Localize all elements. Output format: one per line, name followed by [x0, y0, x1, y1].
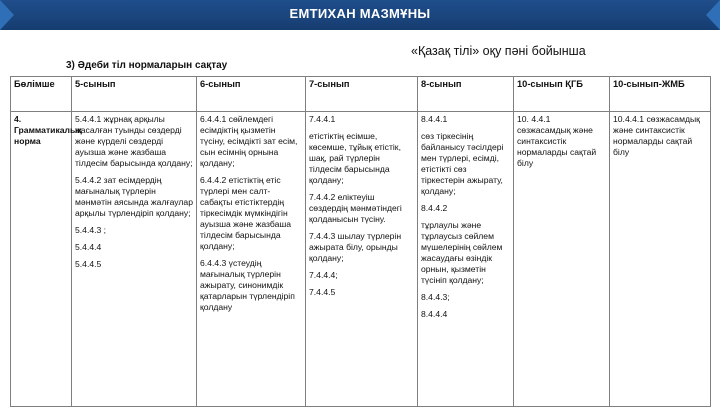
grade-10-kgb-cell: [514, 112, 610, 407]
column-header: 5-сынып: [72, 77, 197, 112]
objective-text: 5.4.4.4: [75, 242, 102, 252]
section-label: 3) Әдеби тіл нормаларын сақтау: [66, 60, 228, 71]
objective-text: 7.4.4.4;: [309, 270, 338, 280]
subject-heading: «Қазақ тілі» оқу пәні бойынша: [411, 44, 586, 58]
content-table: [10, 76, 711, 407]
objective-text: 5.4.4.3 ;: [75, 225, 107, 235]
objective-text: 8.4.4.2: [421, 203, 448, 213]
column-header: Бөлімше: [11, 77, 72, 112]
grade-7-cell: [306, 112, 418, 407]
objective-text: 5.4.4.5: [75, 259, 102, 269]
objective-text: 7.4.4.5: [309, 287, 336, 297]
objective-text: 7.4.4.3 шылау түрлерін ажырата білу, орынды қолдану;: [309, 231, 402, 263]
header-banner: [0, 0, 720, 30]
objective-text: 7.4.4.2 еліктеуіш сөздердің мәнмәтіндегі қолданысын түсіну.: [309, 192, 402, 224]
column-header: 8-сынып: [418, 77, 514, 112]
grade-6-cell: [197, 112, 306, 407]
table-header-row: [11, 77, 711, 112]
column-header: 7-сынып: [306, 77, 418, 112]
objective-text: 5.4.4.2 зат есімдердің мағыналық түрлерін мәнмәтін аясында жалғаулар арқылы түрлендіріп қолдану;: [75, 175, 193, 218]
table-row: [11, 112, 711, 407]
banner-right-arrow-icon: [706, 0, 720, 30]
grade-5-cell: [72, 112, 197, 407]
grade-8-cell: [418, 112, 514, 407]
column-header: 10-сынып-ЖМБ: [610, 77, 711, 112]
objective-text: 6.4.4.1 сөйлемдегі есімдіктің қызметін түсіну, есімдікті зат есім, сын есімнің орнына қолдану;: [200, 114, 298, 168]
objective-text: 10.4.4.1 сөзжасамдық және синтаксистік нормаларды сақтай білу: [613, 114, 700, 157]
objective-text: 10. 4.4.1 сөзжасамдық және синтаксистік нормаларды сақтай білу: [517, 114, 597, 168]
objective-text: етістіктің есімше, көсемше, тұйық етістік, шақ, рай түрлерін тілдесім барысында қолдану;: [309, 131, 401, 185]
objective-text: тұрлаулы және тұрлаусыз сөйлем мүшелерінің сөйлем жасаудағы өзіндік орнын, қызметін түсініп қолдану;: [421, 220, 503, 285]
column-header: 10-сынып ҚГБ: [514, 77, 610, 112]
row-header-cell: 4. Грамматикалық норма: [11, 112, 72, 407]
objective-text: сөз тіркесінің байланысу тәсілдері мен түрлері, есімді, етістікті сөз тіркестерін ажырату, қолдану;: [421, 131, 504, 196]
objective-text: 5.4.4.1 жұрнақ арқылы жасалған туынды сөздерді және күрделі сөздерді ауызша және жазбаша тілдесім барысында қолдану;: [75, 114, 193, 168]
objective-text: 6.4.4.3 үстеудің мағыналық түрлерін ажырату, синонимдік қатарларын түрлендіріп қолдану: [200, 258, 295, 312]
page-title: ЕМТИХАН МАЗМҰНЫ: [289, 6, 431, 21]
objective-text: 7.4.4.1: [309, 114, 336, 124]
objective-text: 8.4.4.1: [421, 114, 448, 124]
objective-text: 8.4.4.3;: [421, 292, 450, 302]
objective-text: 6.4.4.2 етістіктің етіс түрлері мен салт-сабақты етістіктердің тіркесімдік мүмкіндігін ауызша және жазбаша тілдесім барысында қолдану;: [200, 175, 292, 251]
column-header: 6-сынып: [197, 77, 306, 112]
objective-text: 8.4.4.4: [421, 309, 448, 319]
grade-10-zhmb-cell: [610, 112, 711, 407]
